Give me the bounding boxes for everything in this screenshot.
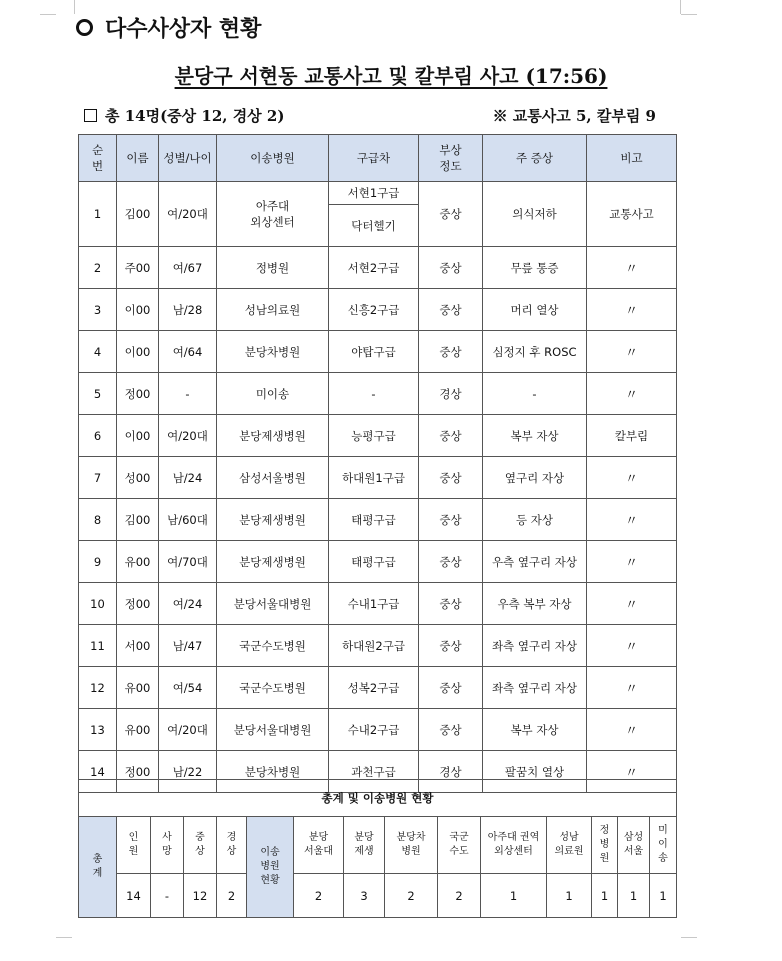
table-row [79,667,677,709]
cell-ambulance: 과천구급 [329,751,419,793]
cell-no: 3 [79,289,117,331]
cell-name: 정00 [117,373,159,415]
table-row [79,331,677,373]
cell-no: 1 [79,182,117,247]
cell-name: 유00 [117,709,159,751]
cell-name: 정00 [117,583,159,625]
hospital-count: 2 [438,874,481,918]
cell-name: 이00 [117,415,159,457]
cell-sex-age: 여/20대 [159,709,217,751]
cell-remark: 〃 [587,457,677,499]
hospital-count: 3 [344,874,385,918]
table-row [79,289,677,331]
table-row [79,499,677,541]
cell-severity: 경상 [419,751,483,793]
hospital-label: 국군 수도 [438,817,481,874]
cell-remark: 〃 [587,247,677,289]
cell-severity: 중상 [419,457,483,499]
cell-severity: 중상 [419,541,483,583]
cell-severity: 중상 [419,289,483,331]
count-value: 12 [184,874,217,918]
cell-no: 14 [79,751,117,793]
hospital-label: 미 이 송 [650,817,677,874]
hospital-label: 분당차 병원 [385,817,438,874]
table-row [79,541,677,583]
cell-name: 성00 [117,457,159,499]
hospital-count: 1 [618,874,650,918]
cell-no: 5 [79,373,117,415]
cell-hospital: 삼성서울병원 [217,457,329,499]
cell-no: 13 [79,709,117,751]
cell-sex-age: 남/22 [159,751,217,793]
cell-hospital: 국군수도병원 [217,667,329,709]
cell-hospital: 국군수도병원 [217,625,329,667]
cell-hospital: 아주대 외상센터 [217,182,329,247]
cell-hospital: 정병원 [217,247,329,289]
cell-symptom: 의식저하 [483,182,587,247]
cell-no: 9 [79,541,117,583]
table-row [79,247,677,289]
cell-sex-age: 여/67 [159,247,217,289]
cell-symptom: 좌측 옆구리 자상 [483,667,587,709]
cell-name: 김00 [117,182,159,247]
cell-symptom: 머리 열상 [483,289,587,331]
cell-ambulance: 수내1구급 [329,583,419,625]
cell-symptom: 좌측 옆구리 자상 [483,625,587,667]
cell-ambulance: 하대원2구급 [329,625,419,667]
cell-ambulance: 성복2구급 [329,667,419,709]
cell-no: 8 [79,499,117,541]
cell-ambulance: 신흥2구급 [329,289,419,331]
cell-no: 7 [79,457,117,499]
cell-severity: 중상 [419,709,483,751]
cell-sex-age: 남/47 [159,625,217,667]
hospital-label: 아주대 권역 외상센터 [481,817,547,874]
cell-remark: 〃 [587,583,677,625]
cell-sex-age: 여/54 [159,667,217,709]
cell-severity: 중상 [419,182,483,247]
hospital-count: 1 [592,874,618,918]
cell-severity: 중상 [419,667,483,709]
hospital-label: 분당 서울대 [294,817,344,874]
cell-symptom: 심정지 후 ROSC [483,331,587,373]
cell-remark: 〃 [587,541,677,583]
cell-hospital: 분당제생병원 [217,541,329,583]
cell-name: 이00 [117,331,159,373]
cell-no: 4 [79,331,117,373]
cell-hospital: 분당차병원 [217,331,329,373]
cell-symptom: 복부 자상 [483,415,587,457]
cell-sex-age: 여/70대 [159,541,217,583]
cell-name: 유00 [117,667,159,709]
cell-name: 김00 [117,499,159,541]
cell-sex-age: 남/60대 [159,499,217,541]
header-name: 이름 [117,135,159,182]
table-row [79,457,677,499]
hospital-count: 2 [385,874,438,918]
cell-ambulance: 하대원1구급 [329,457,419,499]
cell-ambulance: 서현2구급 [329,247,419,289]
table-row [79,182,677,205]
hospital-label: 분당 제생 [344,817,385,874]
header-no: 순 번 [79,135,117,182]
incident-note: ※ 교통사고 5, 칼부림 9 [492,107,656,125]
cell-hospital: 분당서울대병원 [217,709,329,751]
cell-no: 11 [79,625,117,667]
cell-sex-age: - [159,373,217,415]
hospital-count: 1 [650,874,677,918]
cell-name: 정00 [117,751,159,793]
count-label: 사 망 [151,817,184,874]
section-heading [76,12,261,43]
cell-ambulance: 서현1구급 [329,182,419,205]
cell-no: 12 [79,667,117,709]
count-label: 경 상 [217,817,247,874]
cell-hospital: 분당서울대병원 [217,583,329,625]
cell-remark: 〃 [587,331,677,373]
cell-severity: 중상 [419,415,483,457]
cell-severity: 중상 [419,499,483,541]
checkbox-square-icon [84,109,97,122]
cell-hospital: 분당차병원 [217,751,329,793]
count-value: - [151,874,184,918]
hospital-label: 성남 의료원 [547,817,592,874]
cell-name: 서00 [117,625,159,667]
cell-remark: 교통사고 [587,182,677,247]
cell-hospital: 분당제생병원 [217,499,329,541]
table-row [79,625,677,667]
cell-remark: 〃 [587,289,677,331]
cell-remark: 〃 [587,667,677,709]
cell-sex-age: 여/20대 [159,415,217,457]
cell-remark: 〃 [587,751,677,793]
casualty-summary [84,105,284,126]
cell-symptom: 복부 자상 [483,709,587,751]
cell-hospital: 분당제생병원 [217,415,329,457]
hospital-label: 정 병 원 [592,817,618,874]
cell-name: 이00 [117,289,159,331]
cell-ambulance: 능평구급 [329,415,419,457]
cell-sex-age: 남/24 [159,457,217,499]
cell-ambulance: 태평구급 [329,541,419,583]
cell-symptom: - [483,373,587,415]
hospital-label: 삼성 서울 [618,817,650,874]
header-hospital: 이송병원 [217,135,329,182]
cell-remark: 〃 [587,373,677,415]
cell-symptom: 옆구리 자상 [483,457,587,499]
table-row [79,373,677,415]
header-remark: 비고 [587,135,677,182]
totals-table [78,779,677,918]
table-row [79,415,677,457]
cell-severity: 경상 [419,373,483,415]
header-ambulance: 구급차 [329,135,419,182]
header-symptom: 주 증상 [483,135,587,182]
casualty-summary-text: 총 14명(중상 12, 경상 2) [105,107,285,125]
cell-name: 유00 [117,541,159,583]
hospital-count: 2 [294,874,344,918]
table-row [79,583,677,625]
cell-remark: 칼부림 [587,415,677,457]
hospital-summary-label: 이송 병원 현황 [247,817,294,918]
header-severity: 부상 정도 [419,135,483,182]
casualty-table [78,134,677,793]
count-value: 2 [217,874,247,918]
cell-remark: 〃 [587,625,677,667]
cell-name: 주00 [117,247,159,289]
cell-symptom: 우측 옆구리 자상 [483,541,587,583]
count-label: 중 상 [184,817,217,874]
cell-ambulance: 태평구급 [329,499,419,541]
cell-sex-age: 여/24 [159,583,217,625]
cell-symptom: 무릎 통증 [483,247,587,289]
cell-sex-age: 여/20대 [159,182,217,247]
table-row [79,709,677,751]
cell-symptom: 팔꿈치 열상 [483,751,587,793]
count-value: 14 [117,874,151,918]
cell-remark: 〃 [587,499,677,541]
cell-severity: 중상 [419,247,483,289]
totals-caption: 총계 및 이송병원 현황 [79,780,677,817]
page-title [0,60,782,89]
hospital-count: 1 [547,874,592,918]
cell-no: 6 [79,415,117,457]
section-heading-text: 다수사상자 현황 [105,16,262,42]
cell-no: 2 [79,247,117,289]
cell-symptom: 등 자상 [483,499,587,541]
circle-bullet-icon [76,19,93,36]
cell-ambulance: 야탑구급 [329,331,419,373]
cell-remark: 〃 [587,709,677,751]
cell-ambulance: - [329,373,419,415]
cell-symptom: 우측 복부 자상 [483,583,587,625]
cell-sex-age: 남/28 [159,289,217,331]
cell-sex-age: 여/64 [159,331,217,373]
header-sex-age: 성별/나이 [159,135,217,182]
cell-no: 10 [79,583,117,625]
casualty-table-header [79,135,677,182]
page-title-text: 분당구 서현동 교통사고 및 칼부림 사고 (17:56) [174,64,608,88]
cell-severity: 중상 [419,331,483,373]
cell-hospital: 미이송 [217,373,329,415]
totals-row-label: 총 계 [79,817,117,918]
count-label: 인 원 [117,817,151,874]
cell-severity: 중상 [419,625,483,667]
cell-hospital: 성남의료원 [217,289,329,331]
cell-ambulance-secondary: 닥터헬기 [329,205,419,247]
hospital-count: 1 [481,874,547,918]
cell-severity: 중상 [419,583,483,625]
cell-ambulance: 수내2구급 [329,709,419,751]
